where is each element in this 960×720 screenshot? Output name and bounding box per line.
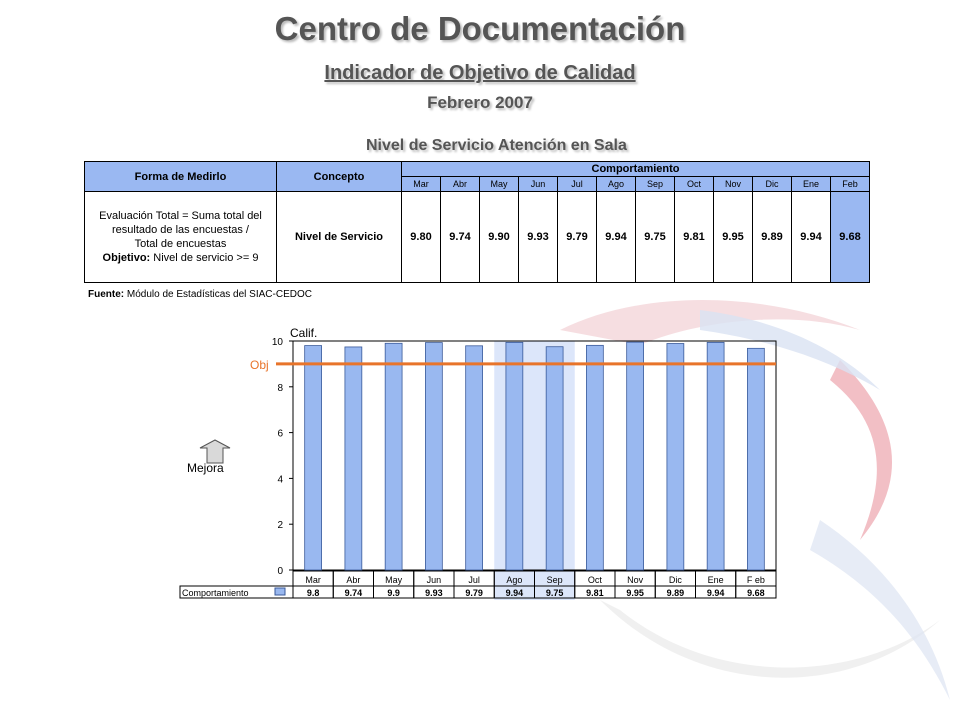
data-label: 9.9: [387, 588, 400, 598]
value-cell: 9.74: [441, 192, 480, 283]
category-label: Nov: [627, 575, 644, 585]
bar: [506, 342, 523, 570]
value-cell: 9.89: [753, 192, 792, 283]
bar: [546, 347, 563, 570]
category-label: Oct: [587, 575, 602, 585]
category-label: Ago: [506, 575, 523, 585]
data-label: 9.94: [505, 588, 524, 598]
bar: [385, 343, 402, 570]
forma-line: Total de encuestas: [134, 238, 227, 250]
objetivo-label: Objetivo:: [102, 252, 151, 264]
month-header: Jun: [519, 177, 558, 192]
data-label: 9.95: [626, 588, 644, 598]
category-label: Dic: [668, 575, 682, 585]
month-header: Jul: [558, 177, 597, 192]
bar: [586, 345, 603, 570]
month-header: Ene: [792, 177, 831, 192]
legend-label: Comportamiento: [182, 588, 249, 598]
data-label: 9.68: [747, 588, 765, 598]
month-header: Nov: [714, 177, 753, 192]
y-tick-label: 2: [277, 520, 283, 532]
objective-label: Obj: [250, 357, 269, 372]
value-cell: 9.95: [714, 192, 753, 283]
category-label: F eb: [746, 575, 765, 585]
month-header: Feb: [831, 177, 870, 192]
concepto-cell: Nivel de Servicio: [277, 192, 402, 283]
source-label: Fuente:: [88, 289, 125, 300]
category-label: May: [385, 575, 403, 585]
value-cell: 9.79: [558, 192, 597, 283]
category-label: Jun: [426, 575, 442, 585]
bar: [305, 346, 322, 570]
bar: [667, 344, 684, 570]
improve-arrow-icon: [200, 440, 230, 463]
month-header: May: [480, 177, 519, 192]
category-label: Sep: [546, 575, 563, 585]
value-cell: 9.81: [675, 192, 714, 283]
forma-line: resultado de las encuestas /: [112, 224, 249, 236]
month-header: Mar: [402, 177, 441, 192]
month-header: Abr: [441, 177, 480, 192]
data-label: 9.89: [666, 588, 685, 598]
plot-area: [180, 337, 776, 600]
page-title: Centro de Documentación: [274, 10, 686, 47]
bar: [707, 342, 724, 570]
month-header: Dic: [753, 177, 792, 192]
data-label: 9.79: [465, 588, 483, 598]
page-subtitle: Indicador de Objetivo de Calidad: [324, 62, 636, 84]
bar: [345, 347, 362, 570]
bar: [747, 348, 764, 570]
improve-label: Mejora: [187, 461, 224, 475]
data-label: 9.81: [586, 588, 604, 598]
category-label: Mar: [305, 575, 321, 585]
value-cell: 9.94: [792, 192, 831, 283]
report-period: Febrero 2007: [427, 93, 533, 112]
value-cell: 9.94: [597, 192, 636, 283]
data-label: 9.74: [344, 588, 363, 598]
y-tick-label: 6: [277, 428, 283, 440]
data-label: 9.93: [425, 588, 443, 598]
month-header: Oct: [675, 177, 714, 192]
table-caption: Nivel de Servicio Atención en Sala: [366, 137, 627, 154]
month-header: Sep: [636, 177, 675, 192]
legend-swatch: [275, 588, 285, 595]
y-axis-label: Calif.: [290, 326, 318, 340]
bar: [425, 343, 442, 570]
objetivo-text: Nivel de servicio >= 9: [153, 252, 259, 264]
forma-line: Evaluación Total = Suma total del: [99, 210, 262, 222]
category-label: Abr: [346, 575, 361, 585]
category-label: Ene: [707, 575, 724, 585]
header-forma: Forma de Medirlo: [85, 162, 277, 192]
y-tick-label: 4: [277, 474, 283, 486]
y-tick-label: 8: [277, 382, 283, 394]
source-text: Módulo de Estadísticas del SIAC-CEDOC: [126, 289, 312, 300]
bar: [466, 346, 483, 570]
month-header: Ago: [597, 177, 636, 192]
value-cell: 9.75: [636, 192, 675, 283]
value-cell-current: 9.68: [831, 192, 870, 283]
data-label: 9.94: [706, 588, 725, 598]
header-comportamiento: Comportamiento: [402, 162, 870, 177]
data-label: 9.75: [545, 588, 564, 598]
value-cell: 9.93: [519, 192, 558, 283]
value-cell: 9.80: [402, 192, 441, 283]
value-cell: 9.90: [480, 192, 519, 283]
header-concepto: Concepto: [277, 162, 402, 192]
data-label: 9.8: [306, 588, 320, 598]
category-label: Jul: [468, 575, 480, 585]
y-tick-label: 0: [277, 566, 283, 577]
y-tick-label: 10: [271, 337, 283, 348]
bar: [627, 342, 644, 570]
